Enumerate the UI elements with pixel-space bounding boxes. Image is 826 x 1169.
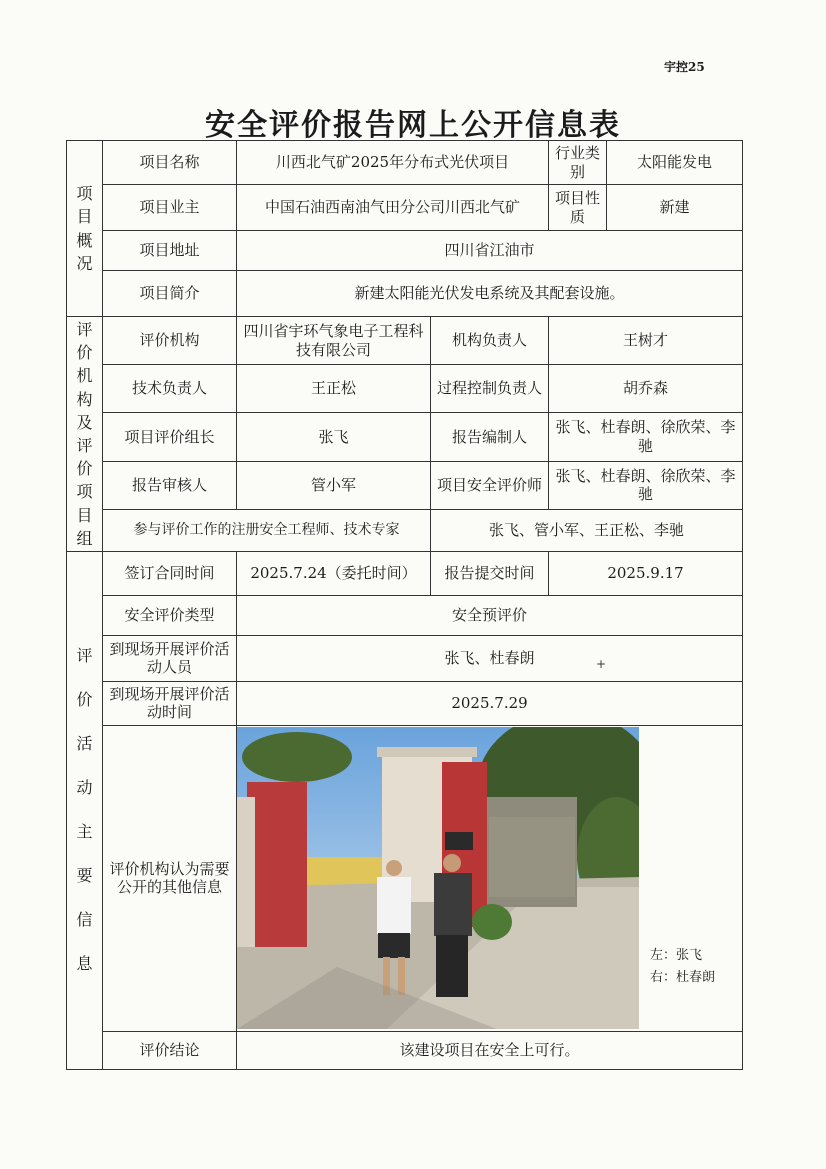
page-title: 安全评价报告网上公开信息表 (205, 108, 621, 143)
value-agency-head: 王树才 (549, 317, 743, 365)
caption-left: 左：张飞 (650, 948, 703, 963)
label-nature: 项目性质 (549, 185, 607, 231)
label-other-info: 评价机构认为需要公开的其他信息 (103, 725, 237, 1031)
label-eval-type: 安全评价类型 (103, 595, 237, 635)
label-reviewer: 报告审核人 (103, 461, 237, 509)
label-team-leader: 项目评价组长 (103, 413, 237, 461)
label-tech-head: 技术负责人 (103, 365, 237, 413)
label-agency: 评价机构 (103, 317, 237, 365)
label-onsite-time: 到现场开展评价活动时间 (103, 681, 237, 725)
label-contract-time: 签订合同时间 (103, 551, 237, 595)
label-submit-time: 报告提交时间 (431, 551, 549, 595)
label-process-control: 过程控制负责人 (431, 365, 549, 413)
value-industry: 太阳能发电 (607, 141, 743, 185)
value-agency: 四川省宇环气象电子工程科技有限公司 (237, 317, 431, 365)
value-report-writer: 张飞、杜春朗、徐欣荣、李驰 (549, 413, 743, 461)
photo-caption (650, 945, 715, 989)
value-intro: 新建太阳能光伏发电系统及其配套设施。 (237, 271, 743, 317)
caption-right: 右：杜春朗 (650, 970, 716, 985)
site-photo (237, 727, 639, 1029)
label-intro: 项目简介 (103, 271, 237, 317)
label-conclusion: 评价结论 (103, 1031, 237, 1069)
value-team-leader: 张飞 (237, 413, 431, 461)
value-onsite-time: 2025.7.29 (237, 681, 743, 725)
value-address: 四川省江油市 (237, 231, 743, 271)
value-reviewer: 管小军 (237, 461, 431, 509)
value-experts: 张飞、管小军、王正松、李驰 (431, 509, 743, 551)
label-safety-assessor: 项目安全评价师 (431, 461, 549, 509)
label-report-writer: 报告编制人 (431, 413, 549, 461)
stray-mark: + (596, 657, 607, 671)
document-code: 宇控25 (664, 60, 705, 74)
value-safety-assessor: 张飞、杜春朗、徐欣荣、李驰 (549, 461, 743, 509)
value-owner: 中国石油西南油气田分公司川西北气矿 (237, 185, 549, 231)
section-org: 评价机构及评价项目组 (67, 317, 103, 552)
label-agency-head: 机构负责人 (431, 317, 549, 365)
value-eval-type: 安全预评价 (237, 595, 743, 635)
value-contract-time: 2025.7.24（委托时间） (237, 551, 431, 595)
section-activity: 评价活动主要信息 (67, 551, 103, 1069)
label-experts: 参与评价工作的注册安全工程师、技术专家 (103, 509, 431, 551)
value-process-control: 胡乔森 (549, 365, 743, 413)
site-photo-image (237, 727, 639, 1029)
info-table (66, 140, 743, 1070)
label-address: 项目地址 (103, 231, 237, 271)
label-onsite-staff: 到现场开展评价活动人员 (103, 635, 237, 681)
value-submit-time: 2025.9.17 (549, 551, 743, 595)
section-overview: 项目概况 (67, 141, 103, 317)
value-onsite-staff: 张飞、杜春朗 (237, 635, 743, 681)
value-project-name: 川西北气矿2025年分布式光伏项目 (237, 141, 549, 185)
label-industry: 行业类别 (549, 141, 607, 185)
value-tech-head: 王正松 (237, 365, 431, 413)
value-nature: 新建 (607, 185, 743, 231)
value-conclusion: 该建设项目在安全上可行。 (237, 1031, 743, 1069)
label-owner: 项目业主 (103, 185, 237, 231)
label-project-name: 项目名称 (103, 141, 237, 185)
